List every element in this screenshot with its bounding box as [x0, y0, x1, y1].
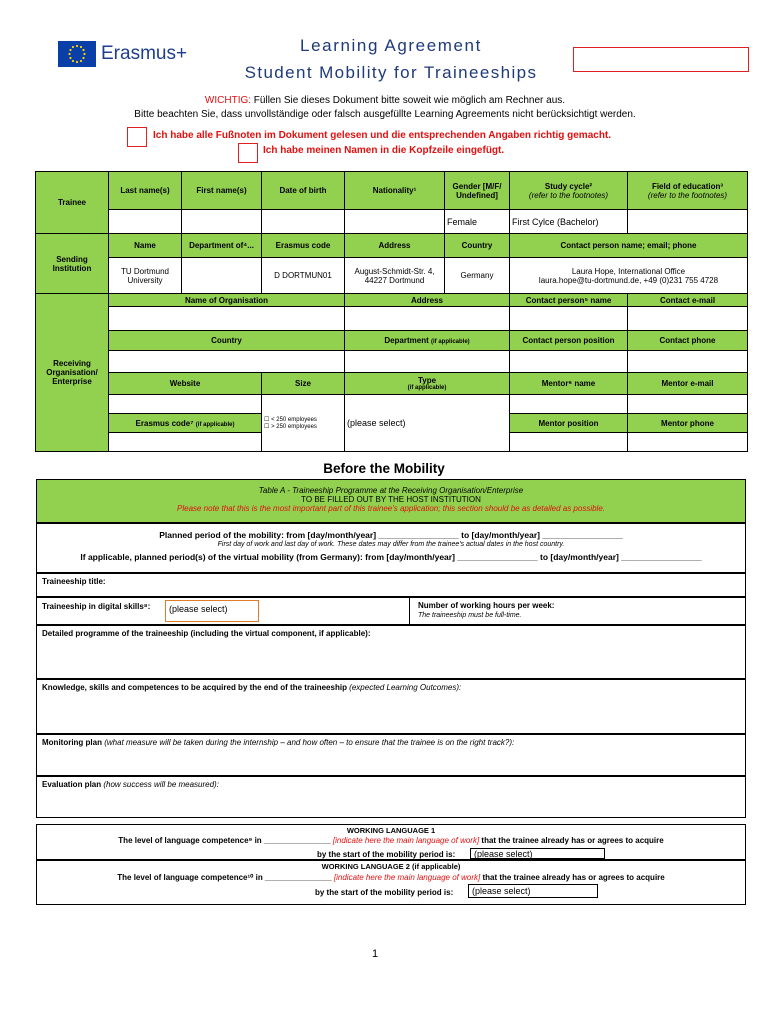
field-of-education-note: (refer to the footnotes)	[647, 190, 728, 200]
wl2-title: WORKING LANGUAGE 2 (if applicable)	[321, 862, 461, 871]
col-field-of-education	[628, 172, 748, 210]
mentor-phone-input[interactable]	[628, 433, 748, 452]
wichtig-label: WICHTIG:	[204, 95, 252, 106]
col-contact-person-name: Contact person⁵ name	[510, 294, 628, 307]
wl2-hint: [indicate here the main language of work]	[333, 873, 481, 882]
working-hours-label: Number of working hours per week:	[418, 601, 555, 610]
mentor-email-input[interactable]	[628, 395, 748, 414]
traineeship-title-label: Traineeship title:	[42, 577, 106, 586]
field-of-education-input[interactable]	[628, 210, 748, 234]
erasmus-code-note: (if applicable)	[195, 421, 235, 428]
contact-email-input[interactable]	[628, 307, 748, 331]
col-address: Address	[345, 234, 445, 258]
col-erasmus-code-receiving	[109, 414, 262, 433]
col-country: Country	[445, 234, 510, 258]
knowledge-text	[42, 683, 745, 692]
col-sending-name: Name	[109, 234, 182, 258]
programme-label: Detailed programme of the traineeship (including the virtual component, if applicable):	[42, 629, 371, 638]
contact-phone-input[interactable]	[628, 351, 748, 373]
wl2-pre: The level of language competence¹⁰ in _______________	[117, 873, 334, 882]
page-number: 1	[371, 948, 379, 960]
col-date-of-birth: Date of birth	[262, 172, 345, 210]
department-note: (if applicable)	[431, 339, 470, 345]
digital-skills-row	[36, 597, 410, 625]
col-nationality: Nationality¹	[345, 172, 445, 210]
wl1-level-select[interactable]: (please select)	[470, 848, 605, 859]
logo-text: Erasmus+	[101, 43, 188, 64]
checkbox-header-name[interactable]	[238, 143, 258, 163]
col-type	[345, 373, 510, 395]
digital-skills-select[interactable]: (please select)	[165, 600, 259, 622]
first-name-input[interactable]	[182, 210, 262, 234]
knowledge-note: (expected Learning Outcomes):	[346, 683, 462, 692]
knowledge-row[interactable]	[36, 679, 746, 734]
working-language-2	[36, 860, 746, 905]
monitoring-row[interactable]	[36, 734, 746, 776]
table-a-title: Table A - Traineeship Programme at the Receiving Organisation/Enterprise	[258, 486, 524, 495]
table-a-note: Please note that this is the most important part of this trainee's application; this section should be as detailed as possible.	[177, 504, 605, 513]
sending-country-value: Germany	[445, 258, 510, 294]
evaluation-label: Evaluation plan	[42, 780, 102, 789]
checkbox-icon: ☐	[264, 424, 270, 430]
contact-person-name-input[interactable]	[510, 307, 628, 331]
notice-line2: Bitte beachten Sie, dass unvollständige oder falsch ausgefüllte Learning Agreements nicht berücksichtigt werden.	[134, 109, 636, 120]
gender-select[interactable]: Female	[445, 210, 510, 234]
date-of-birth-input[interactable]	[262, 210, 345, 234]
erasmus-code-label: Erasmus code⁷	[135, 418, 194, 428]
receiving-country-input[interactable]	[109, 351, 345, 373]
notice-text1: Füllen Sie dieses Dokument bitte soweit wie möglich am Rechner aus.	[251, 95, 566, 106]
receiving-address-input[interactable]	[345, 307, 510, 331]
wl2-post: that the trainee already has or agrees to acquire	[480, 873, 665, 882]
study-cycle-select[interactable]: First Cylce (Bachelor)	[510, 210, 628, 234]
type-label: Type	[417, 376, 437, 385]
contact-position-input[interactable]	[510, 351, 628, 373]
size-option-large[interactable]	[264, 423, 342, 430]
monitoring-note: (what measure will be taken during the internship – and how often – to ensure that the trainee is on the right track?):	[102, 738, 515, 747]
contact-line2: laura.hope@tu-dortmund.de, +49 (0)231 755 4728	[538, 275, 719, 285]
type-select[interactable]: (please select)	[345, 395, 510, 452]
field-of-education-label: Field of education³	[651, 181, 724, 191]
checkbox-footnotes-label: Ich habe alle Fußnoten im Dokument gelesen und die entsprechenden Angaben richtig gemacht.	[153, 130, 612, 141]
planned-period-section	[36, 523, 746, 573]
col-gender: Gender [M/F/ Undefined]	[445, 172, 510, 210]
planned-period[interactable]: Planned period of the mobility: from [day/month/year] _________________ to [day/month/year] _________________	[159, 530, 623, 540]
wl1-line2: by the start of the mobility period is:	[317, 850, 456, 859]
size-options	[262, 395, 345, 452]
col-mentor-position: Mentor position	[510, 414, 628, 433]
checkbox-header-name-label: Ich habe meinen Namen in die Kopfzeile eingefügt.	[263, 145, 505, 156]
wl1-line1	[37, 836, 745, 845]
sending-erasmus-code-value: D DORTMUN01	[262, 258, 345, 294]
study-cycle-note: (refer to the footnotes)	[528, 190, 609, 200]
wl1-title: WORKING LANGUAGE 1	[346, 826, 436, 835]
sending-department-input[interactable]	[182, 258, 262, 294]
evaluation-row[interactable]	[36, 776, 746, 818]
col-receiving-country: Country	[109, 331, 345, 351]
digital-skills-label: Traineeship in digital skills⁸:	[42, 602, 151, 611]
last-name-input[interactable]	[109, 210, 182, 234]
sending-address-value: August-Schmidt-Str. 4, 44227 Dortmund	[345, 258, 445, 294]
table-a-subtitle: TO BE FILLED OUT BY THE HOST INSTITUTION	[301, 495, 481, 504]
sending-row-label: Sending Institution	[36, 234, 109, 294]
trainee-row-label: Trainee	[36, 172, 109, 234]
working-language-1	[36, 824, 746, 860]
erasmus-code-input[interactable]	[109, 433, 262, 452]
organisation-name-input[interactable]	[109, 307, 345, 331]
mentor-position-input[interactable]	[510, 433, 628, 452]
department-label: Department	[384, 336, 429, 345]
virtual-period[interactable]: If applicable, planned period(s) of the virtual mobility (from Germany): from [day/month/year] _________________ to [day/month/year] _________________	[80, 552, 702, 562]
study-cycle-label: Study cycle²	[544, 181, 593, 191]
knowledge-label: Knowledge, skills and competences to be acquired by the end of the traineeship	[42, 683, 347, 692]
col-contact-email: Contact e-mail	[628, 294, 748, 307]
col-study-cycle	[510, 172, 628, 210]
traineeship-title-row[interactable]	[36, 573, 746, 597]
wl1-hint: [indicate here the main language of work]	[332, 836, 480, 845]
col-contact-person: Contact person name; email; phone	[510, 234, 748, 258]
wl2-level-select[interactable]: (please select)	[468, 884, 598, 898]
col-first-name: First name(s)	[182, 172, 262, 210]
working-hours-row[interactable]	[409, 597, 746, 625]
eu-flag-icon	[58, 41, 96, 67]
wl1-post: that the trainee already has or agrees to acquire	[479, 836, 664, 845]
col-size: Size	[262, 373, 345, 395]
wl2-line2: by the start of the mobility period is:	[315, 888, 454, 897]
col-contact-phone: Contact phone	[628, 331, 748, 351]
wl1-pre: The level of language competence⁹ in _______________	[118, 836, 333, 845]
col-receiving-address: Address	[345, 294, 510, 307]
col-website: Website	[109, 373, 262, 395]
nationality-input[interactable]	[345, 210, 445, 234]
col-contact-position: Contact person position	[510, 331, 628, 351]
mentor-name-input[interactable]	[510, 395, 628, 414]
size-option-small-label: < 250 employees	[271, 417, 317, 423]
col-mentor-phone: Mentor phone	[628, 414, 748, 433]
contact-line1: Laura Hope, International Office	[571, 266, 686, 276]
working-hours-note: The traineeship must be full-time.	[418, 612, 522, 619]
evaluation-text	[42, 780, 745, 789]
document-title: Learning Agreement	[300, 36, 482, 55]
col-last-name: Last name(s)	[109, 172, 182, 210]
col-organisation-name: Name of Organisation	[109, 294, 345, 307]
col-mentor-email: Mentor e-mail	[628, 373, 748, 395]
participants-table	[35, 171, 748, 452]
type-note: (if applicable)	[407, 385, 447, 391]
checkbox-footnotes[interactable]	[127, 127, 147, 147]
section-heading-before-mobility: Before the Mobility	[323, 461, 445, 476]
size-option-large-label: > 250 employees	[271, 424, 317, 430]
col-erasmus-code: Erasmus code	[262, 234, 345, 258]
receiving-department-input[interactable]	[345, 351, 510, 373]
table-a-header	[36, 479, 746, 523]
sending-name-value: TU Dortmund University	[109, 258, 182, 294]
receiving-row-label: Receiving Organisation/ Enterprise	[36, 294, 109, 452]
wl2-line1	[37, 873, 745, 882]
monitoring-label: Monitoring plan	[42, 738, 102, 747]
sending-contact-value	[510, 258, 748, 294]
size-option-small[interactable]	[264, 416, 342, 423]
erasmus-logo	[58, 41, 218, 69]
checkbox-icon: ☐	[264, 417, 270, 423]
planned-period-note: First day of work and last day of work. These dates may differ from the trainee's actual dates in the host country.	[217, 541, 565, 548]
name-header-field[interactable]	[573, 47, 749, 72]
col-mentor-name: Mentor⁶ name	[510, 373, 628, 395]
website-input[interactable]	[109, 395, 262, 414]
col-department: Department of⁴...	[182, 234, 262, 258]
notice-line1	[60, 95, 710, 106]
document-subtitle: Student Mobility for Traineeships	[244, 63, 538, 82]
monitoring-text	[42, 738, 745, 747]
evaluation-note: (how success will be measured):	[101, 780, 219, 789]
col-receiving-department	[345, 331, 510, 351]
programme-row[interactable]	[36, 625, 746, 679]
